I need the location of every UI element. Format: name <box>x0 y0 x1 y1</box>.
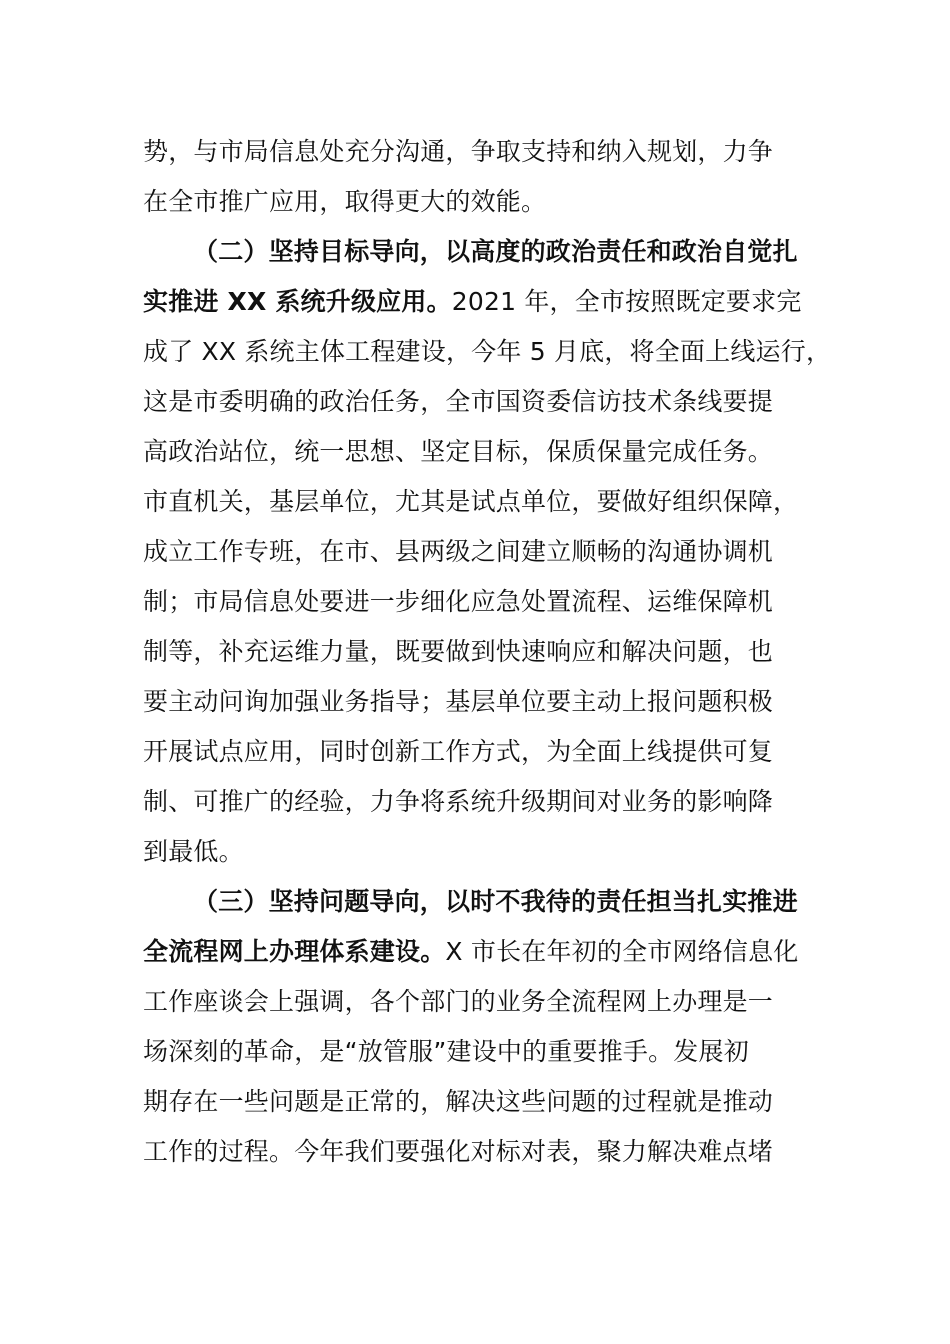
paragraph-line <box>143 287 802 317</box>
section-heading-end: 实推进 XX 系统升级应用。 <box>143 287 452 316</box>
paragraph-line: 制；市局信息处要进一步细化应急处置流程、运维保障机 <box>143 587 774 616</box>
paragraph-line: 工作座谈会上强调，各个部门的业务全流程网上办理是一 <box>143 987 774 1016</box>
paragraph-line: 开展试点应用，同时创新工作方式，为全面上线提供可复 <box>143 737 774 766</box>
paragraph-line: 成立工作专班，在市、县两级之间建立顺畅的沟通协调机 <box>143 537 774 566</box>
paragraph-text: X 市长在年初的全市网络信息化 <box>445 937 799 966</box>
paragraph-line: 在全市推广应用，取得更大的效能。 <box>143 187 547 216</box>
paragraph-line: 制等，补充运维力量，既要做到快速响应和解决问题，也 <box>143 637 774 666</box>
paragraph-line: 高政治站位，统一思想、坚定目标，保质保量完成任务。 <box>143 437 774 466</box>
section-heading: （三）坚持问题导向，以时不我待的责任担当扎实推进 <box>193 887 798 916</box>
paragraph-line: 势，与市局信息处充分沟通，争取支持和纳入规划，力争 <box>143 137 774 166</box>
paragraph-line: 工作的过程。今年我们要强化对标对表，聚力解决难点堵 <box>143 1137 774 1166</box>
paragraph-text: 2021 年，全市按照既定要求完 <box>451 287 802 316</box>
section-heading-end: 全流程网上办理体系建设。 <box>143 937 446 966</box>
paragraph-line: 市直机关，基层单位，尤其是试点单位，要做好组织保障， <box>143 487 799 516</box>
paragraph-line: 成了 XX 系统主体工程建设，今年 5 月底，将全面上线运行， <box>143 337 832 366</box>
paragraph-line <box>143 937 798 967</box>
paragraph-line: 场深刻的革命，是“放管服”建设中的重要推手。发展初 <box>143 1037 749 1066</box>
paragraph-line: 到最低。 <box>143 837 244 866</box>
paragraph-line: 制、可推广的经验，力争将系统升级期间对业务的影响降 <box>143 787 774 816</box>
section-heading: （二）坚持目标导向，以高度的政治责任和政治自觉扎 <box>193 237 798 266</box>
paragraph-line: 期存在一些问题是正常的，解决这些问题的过程就是推动 <box>143 1087 774 1116</box>
paragraph-line: 要主动问询加强业务指导；基层单位要主动上报问题积极 <box>143 687 774 716</box>
paragraph-line: 这是市委明确的政治任务，全市国资委信访技术条线要提 <box>143 387 774 416</box>
